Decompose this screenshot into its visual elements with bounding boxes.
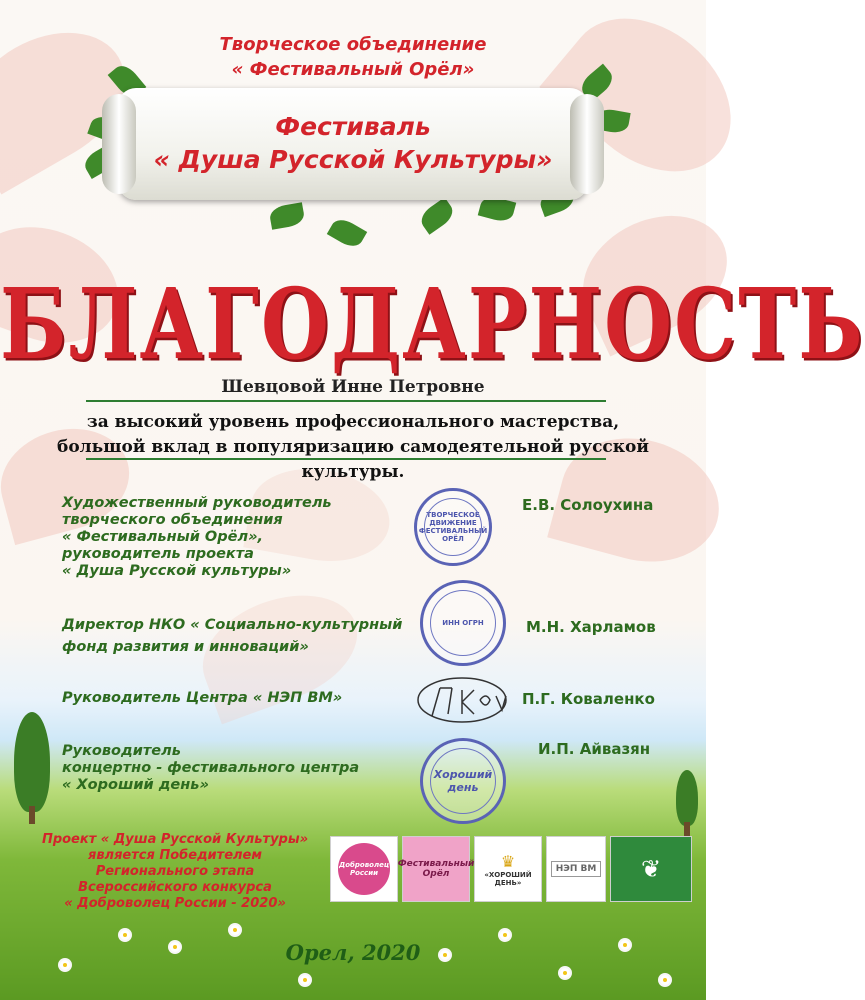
organization-line-1: Творческое объединение — [219, 34, 487, 55]
reason-line-2: большой вклад в популяризацию самодеятельной русской — [57, 437, 649, 457]
divider-line — [86, 400, 606, 402]
daisy-decoration — [230, 925, 240, 935]
official-stamp: ИНН ОГРН — [420, 580, 506, 666]
signatory-name: М.Н. Харламов — [526, 618, 656, 636]
signatory-role: Директор НКО « Социально-культурный фонд развития и инноваций» — [62, 617, 403, 655]
signatory-name: П.Г. Коваленко — [522, 690, 655, 708]
tree-right — [676, 770, 698, 826]
festival-line-1: Фестиваль — [275, 112, 431, 141]
crown-icon: ♛ — [500, 851, 516, 871]
daisy-decoration — [300, 975, 310, 985]
city-year: Орел, 2020 — [285, 940, 421, 965]
leaf-decoration — [417, 197, 457, 235]
signatory-role: Художественный руководитель творческого объединения « Фестивальный Орёл», руководитель проекта « Душа Русской культуры» — [62, 495, 332, 579]
festival-scroll — [118, 88, 588, 200]
official-stamp: ТВОРЧЕСКОЕ ДВИЖЕНИЕ ФЕСТИВАЛЬНЫЙ ОРЁЛ — [414, 488, 492, 566]
partner-logo: Фестивальный Орёл — [402, 836, 470, 902]
partner-logo — [610, 836, 692, 902]
tree-left — [14, 712, 50, 812]
signatory-role: Руководитель концертно - фестивального центра « Хороший день» — [62, 743, 360, 793]
signatory-name: Е.В. Солоухина — [522, 496, 654, 514]
divider-line — [86, 458, 606, 460]
reason-line-3: культуры. — [301, 462, 405, 482]
tree-trunk — [684, 822, 690, 836]
daisy-decoration — [560, 968, 570, 978]
festival-line-2: « Душа Русской Культуры» — [153, 145, 553, 174]
leaf-decoration — [327, 215, 367, 251]
recipient-name: Шевцовой Инне Петровне — [221, 377, 485, 397]
eagle-emblem-icon: ❦ — [640, 855, 662, 883]
partner-logo: ♛ «ХОРОШИЙ ДЕНЬ» — [474, 836, 542, 902]
signatory-role: Руководитель Центра « НЭП ВМ» — [62, 690, 343, 706]
daisy-decoration — [120, 930, 130, 940]
signatory-name: И.П. Айвазян — [538, 740, 651, 758]
volunteer-logo-icon: Доброволец России — [338, 843, 390, 895]
project-note: Проект « Душа Русской Культуры» является Победителем Регионального этапа Всероссийского конкурса « Доброволец России - 2020» — [41, 832, 309, 911]
daisy-decoration — [660, 975, 670, 985]
handwritten-signature — [412, 670, 512, 730]
leaf-decoration — [268, 202, 305, 230]
partner-logo: НЭП ВМ — [546, 836, 606, 902]
organization-line-2: « Фестивальный Орёл» — [231, 59, 475, 80]
reason-line-1: за высокий уровень профессионального мастерства, — [86, 412, 620, 432]
partner-logo — [330, 836, 398, 902]
tree-trunk — [29, 806, 35, 824]
official-stamp: Хороший день — [420, 738, 506, 824]
certificate-title: БЛАГОДАРНОСТЬ — [0, 268, 865, 382]
daisy-decoration — [500, 930, 510, 940]
